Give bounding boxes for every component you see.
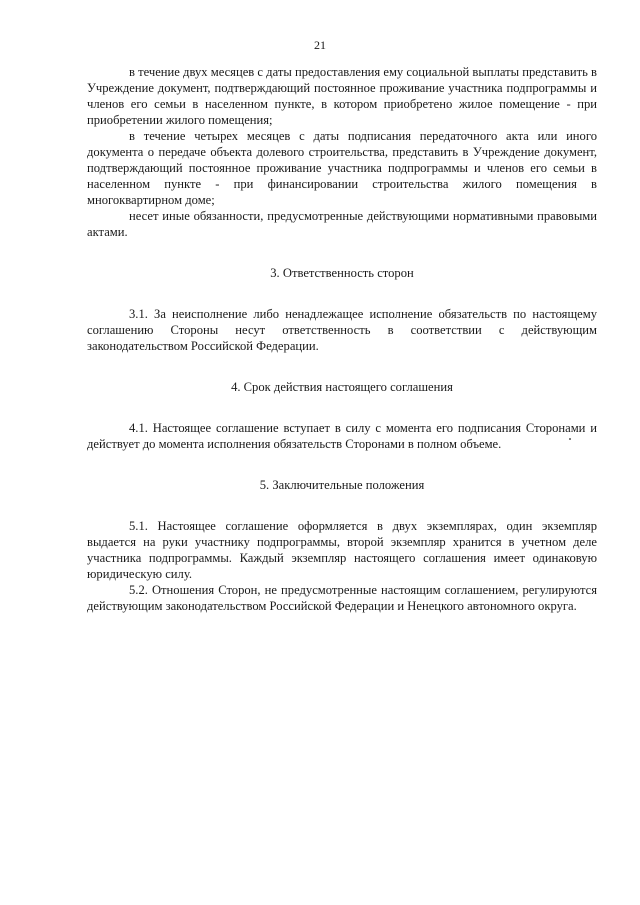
obligation-paragraph: в течение двух месяцев с даты предоставления ему социальной выплаты представить в Учреждение документ, подтверждающий постоянное проживание участника подпрограммы и членов его семьи в населенном пункте, в котором приобретено жилое помещение - при приобретении жилого помещения;	[87, 65, 597, 127]
section-heading-term: 4. Срок действия настоящего соглашения	[231, 380, 453, 394]
obligation-paragraph: несет иные обязанности, предусмотренные действующими нормативными правовыми актами.	[87, 209, 597, 239]
obligation-paragraph: в течение четырех месяцев с даты подписания передаточного акта или иного документа о передаче объекта долевого строительства, представить в Учреждение документ, подтверждающий постоянное проживание участника подпрограммы и членов его семьи в населенном пункте - при финансировании строительства жилого помещения в многоквартирном доме;	[87, 129, 597, 207]
clause-4-1: 4.1. Настоящее соглашение вступает в силу с момента его подписания Сторонами и действует до момента исполнения обязательств Сторонами в полном объеме.	[87, 421, 597, 451]
document-body	[87, 64, 597, 614]
clause-5-1: 5.1. Настоящее соглашение оформляется в двух экземплярах, один экземпляр выдается на руки участнику подпрограммы, второй экземпляр хранится в учетном деле участника подпрограммы. Каждый экземпляр настоящего соглашения имеет одинаковую юридическую силу.	[87, 519, 597, 581]
clause-3-1: 3.1. За неисполнение либо ненадлежащее исполнение обязательств по настоящему соглашению Стороны несут ответственность в соответствии с действующим законодательством Российской Федерации.	[87, 307, 597, 353]
scan-speck	[569, 438, 571, 440]
section-heading-responsibility: 3. Ответственность сторон	[270, 266, 414, 280]
section-heading-final-provisions: 5. Заключительные положения	[259, 478, 425, 492]
page-number: 21	[314, 38, 326, 52]
clause-5-2: 5.2. Отношения Сторон, не предусмотренные настоящим соглашением, регулируются действующим законодательством Российской Федерации и Ненецкого автономного округа.	[87, 583, 597, 613]
